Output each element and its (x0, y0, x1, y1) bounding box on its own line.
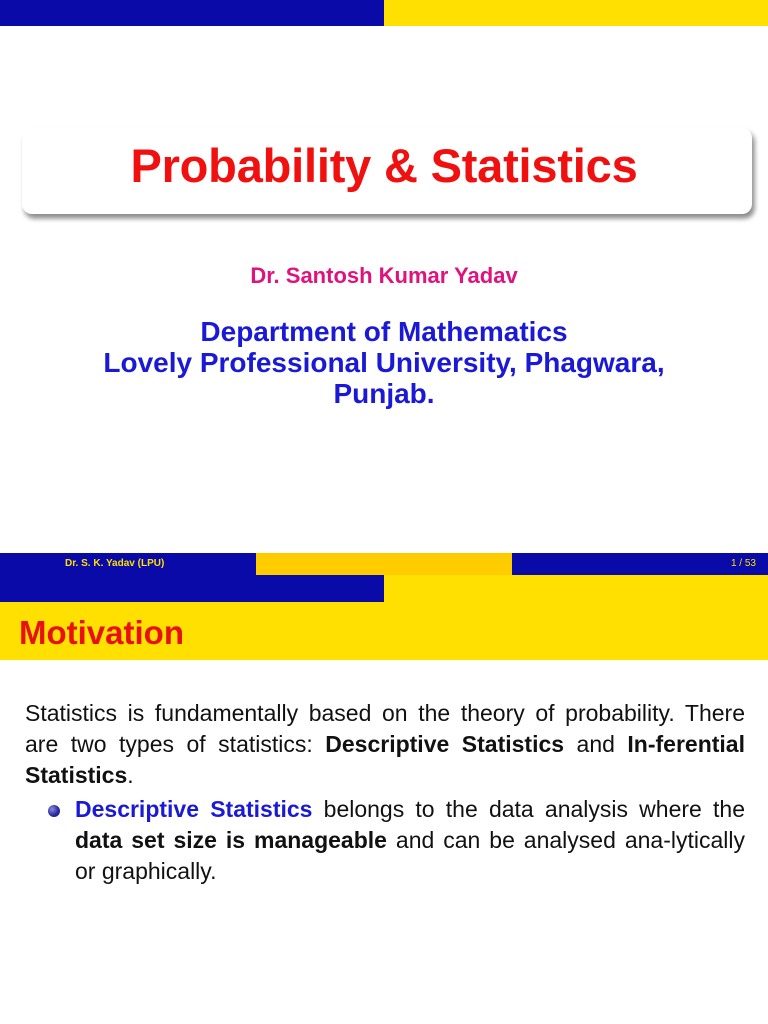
paragraph-text-3: . (127, 762, 134, 788)
presentation-title: Probability & Statistics (130, 139, 638, 192)
institute-line-state: Punjab. (333, 378, 435, 409)
motivation-paragraph (25, 698, 745, 791)
author-name: Dr. Santosh Kumar Yadav (250, 263, 518, 288)
footer-author: Dr. S. K. Yadav (LPU) (65, 558, 165, 569)
top-bar-yellow (384, 0, 768, 26)
institute-line-university: Lovely Professional University, Phagwara, (103, 347, 665, 378)
institute-line-department: Department of Mathematics (200, 316, 568, 347)
bullet-text-2: and can be analysed ana-lytically or graphically. (75, 827, 745, 884)
footer-title-bar (256, 553, 512, 575)
footer-page-number: 1 / 53 (730, 558, 756, 569)
paragraph-bold-descriptive: Descriptive Statistics (325, 731, 565, 757)
footer-page-bar (512, 553, 768, 575)
top-bar-blue (0, 0, 384, 26)
slide2-top-bar-blue (0, 575, 384, 602)
frame-title: Motivation (19, 614, 184, 651)
paragraph-text-1: Statistics is fundamentally based on the theory of probability. There are two types of statistics: (25, 700, 745, 757)
bullet-text (75, 794, 745, 887)
slide2-top-bar-yellow (384, 575, 768, 602)
paragraph-text-2: and (564, 731, 628, 757)
bullet-ball-icon (48, 805, 60, 817)
institute (0, 316, 768, 409)
paragraph-bold-inferential: In-ferential Statistics (25, 731, 745, 788)
bullet-text-1: belongs to the data analysis where the (312, 796, 745, 822)
bullet-highlight: Descriptive Statistics (75, 796, 313, 822)
bullet-bold: data set size is manageable (75, 827, 387, 853)
